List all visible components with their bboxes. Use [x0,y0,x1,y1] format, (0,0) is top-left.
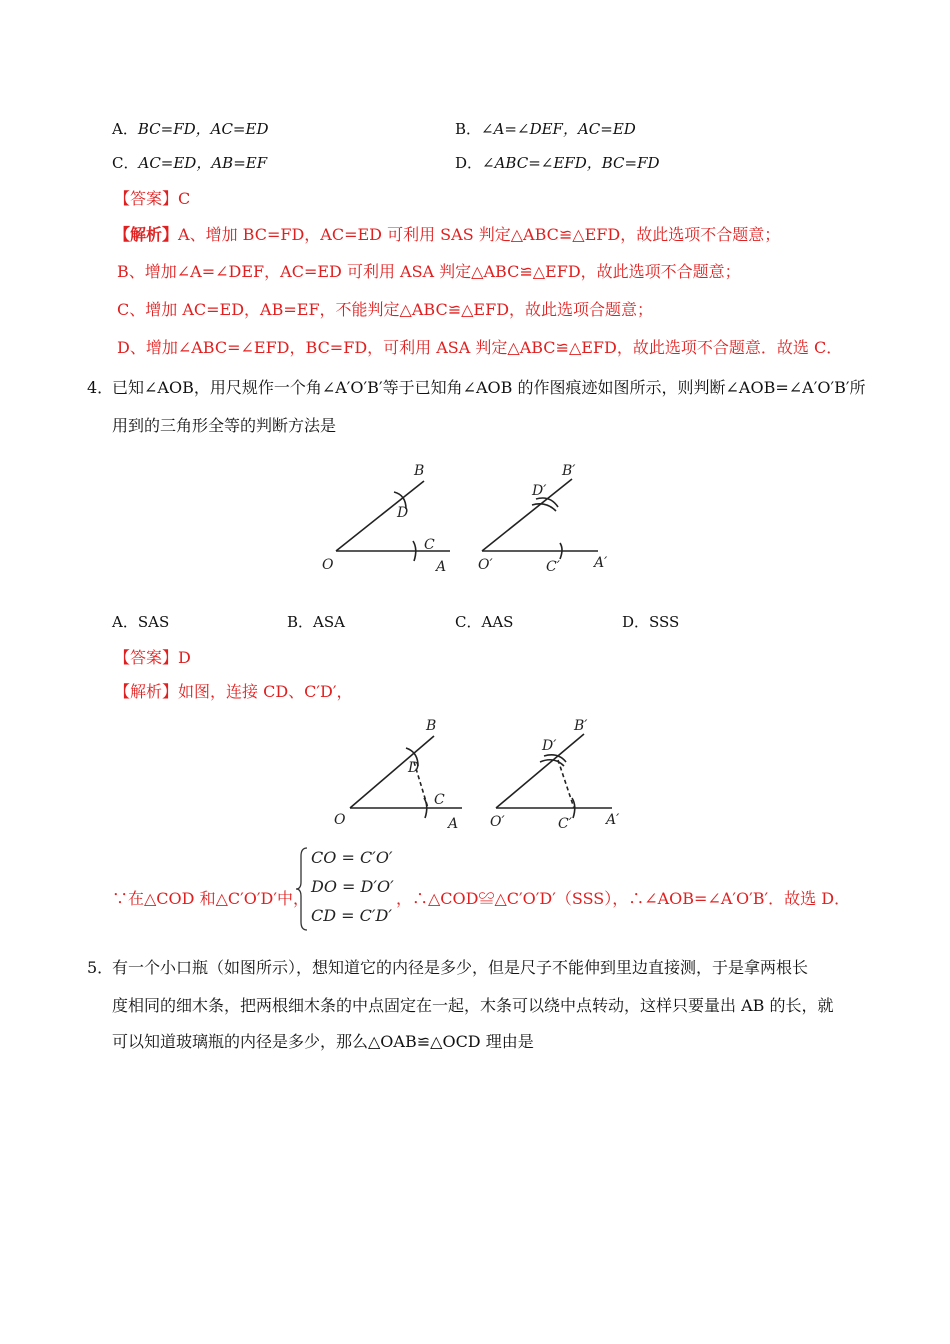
q3-option-c: C．AC=ED，AB=EF [112,154,268,172]
label-c2: C′ [546,559,560,575]
q4-number: 4． [87,378,114,397]
ray-o2b2 [482,479,572,551]
label-d2: D′ [532,483,547,499]
q4-construction-figure [310,455,640,585]
q3-option-d: D．∠ABC=∠EFD，BC=FD [455,154,660,172]
q3-answer: 【答案】C [114,189,191,208]
q3-analysis-line-2: B、增加∠A=∠DEF，AC=ED 可利用 ASA 判定△ABC≌△EFD，故此选项不合题意； [117,262,741,281]
q3-option-b: B．∠A=∠DEF，AC=ED [455,120,636,138]
q5-line-1: 有一个小口瓶（如图所示），想知道它的内径是多少，但是尺子不能伸到里边直接测，于是拿两根长 [112,958,809,977]
q4-stem-line-1: 已知∠AOB，用尺规作一个角∠A′O′B′等于已知角∠AOB 的作图痕迹如图所示，则判断∠AOB=∠A′O′B′所 [112,378,866,397]
system-eq-1: CO = C′O′ [311,848,393,867]
q5-line-3: 可以知道玻璃瓶的内径是多少，那么△OAB≌△OCD 理由是 [112,1032,534,1051]
q5-number: 5． [87,958,114,977]
sol-label-c: C [434,792,445,808]
sol-label-d2: D′ [542,738,557,754]
label-a: A [436,559,447,575]
system-eq-3: CD = C′D′ [311,906,392,925]
label-b2: B′ [562,463,576,479]
q4-option-c: C．AAS [455,613,514,631]
label-b: B [414,463,425,479]
sol-label-d: D [408,760,420,776]
sol-label-b: B [426,718,437,734]
q3-analysis-line-4: D、增加∠ABC=∠EFD，BC=FD，可利用 ASA 判定△ABC≌△EFD，故此选项不合题意．故选 C． [117,338,843,357]
sol-label-a: A [448,816,459,832]
q3-analysis-line-1: 【解析】A、增加 BC=FD，AC=ED 可利用 SAS 判定△ABC≌△EFD，故此选项不合题意； [114,225,781,244]
sol-label-c2: C′ [558,816,572,832]
q4-option-a: A．SAS [112,613,170,631]
q4-answer: 【答案】D [114,648,191,667]
sol-label-b2: B′ [574,718,588,734]
q4-stem-line-2: 用到的三角形全等的判断方法是 [112,416,337,435]
system-eq-2: DO = D′O′ [311,877,394,896]
q4-conclusion-suffix: ，∴△COD≌△C′O′D′（SSS），∴∠AOB=∠A′O′B′．故选 D． [396,889,851,908]
q4-option-d: D．SSS [622,613,680,631]
q4-conclusion-prefix: ∵在△COD 和△C′O′D′中， [112,889,309,908]
q4-option-b: B．ASA [287,613,345,631]
q4-solution-figure [322,712,632,837]
label-o2: O′ [478,557,493,573]
q3-option-a: A．BC=FD，AC=ED [112,120,269,138]
sol-ray-ob [350,736,434,808]
label-d: D [397,505,409,521]
ray-ob [336,481,424,551]
sol-label-o2: O′ [490,814,505,830]
label-c: C [424,537,435,553]
sol-label-a2: A′ [606,812,620,828]
dashed-c2d2 [558,760,574,808]
sol-ray-o2b2 [496,734,584,808]
sol-label-o: O [334,812,346,828]
left-brace-icon [294,846,310,932]
q5-line-2: 度相同的细木条，把两根细木条的中点固定在一起，木条可以绕中点转动，这样只要量出 AB 的长，就 [112,996,834,1015]
label-o: O [322,557,334,573]
label-a2: A′ [594,555,608,571]
q4-analysis: 【解析】如图，连接 CD、C′D′， [114,682,353,701]
q3-analysis-line-3: C、增加 AC=ED，AB=EF，不能判定△ABC≌△EFD，故此选项合题意； [117,300,654,319]
